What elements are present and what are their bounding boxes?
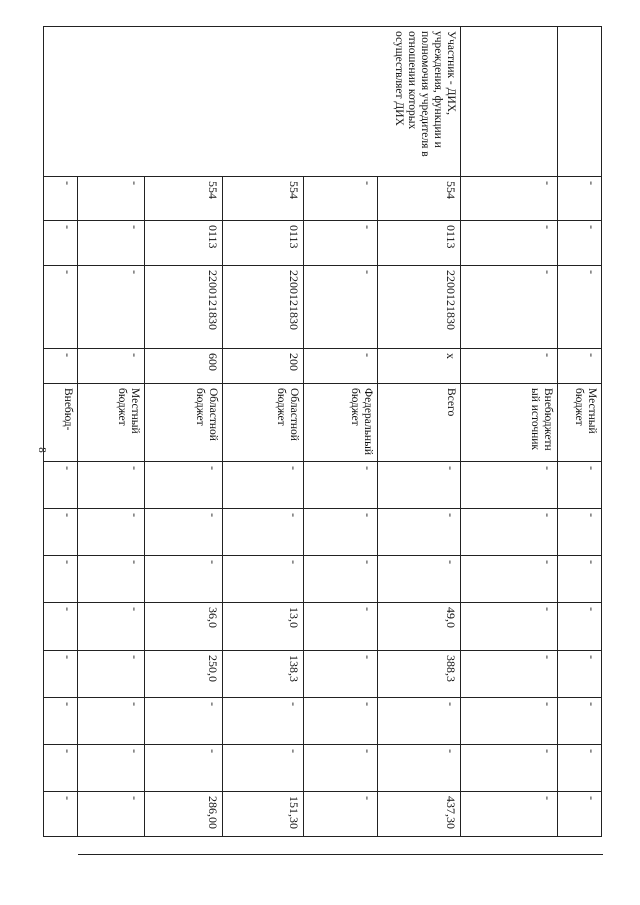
value-cell: - bbox=[44, 603, 78, 651]
value-cell: - bbox=[145, 698, 223, 745]
source-cell: Местный бюджет bbox=[78, 384, 145, 462]
value-cell: - bbox=[304, 651, 378, 698]
value-cell: - bbox=[145, 556, 223, 603]
value-cell: - bbox=[461, 556, 558, 603]
value-cell: - bbox=[78, 792, 145, 837]
value-cell: - bbox=[558, 509, 602, 556]
code-cell: - bbox=[558, 221, 602, 266]
value-cell: - bbox=[78, 509, 145, 556]
code-cell: - bbox=[304, 349, 378, 384]
value-cell: 437,30 bbox=[378, 792, 461, 837]
code-cell: 0113 bbox=[223, 221, 304, 266]
value-cell: 138,3 bbox=[223, 651, 304, 698]
code-cell: - bbox=[78, 177, 145, 221]
source-cell: Областной бюджет bbox=[223, 384, 304, 462]
value-cell: - bbox=[378, 745, 461, 792]
participant-blank-cell bbox=[461, 27, 558, 177]
code-cell: - bbox=[304, 266, 378, 349]
value-cell: 388,3 bbox=[378, 651, 461, 698]
budget-table bbox=[43, 26, 602, 837]
value-cell: - bbox=[44, 462, 78, 509]
code-cell: - bbox=[461, 177, 558, 221]
code-cell: - bbox=[44, 266, 78, 349]
source-cell: Федеральный бюджет bbox=[304, 384, 378, 462]
value-cell: - bbox=[461, 698, 558, 745]
source-cell: Местный бюджет bbox=[558, 384, 602, 462]
participant-cell: Участник - ДИХ, учреждения, функции и полномочия учредителя в отношении которых осуществляет ДИХ bbox=[44, 27, 461, 177]
code-cell: 2200121830 bbox=[223, 266, 304, 349]
value-cell: - bbox=[461, 603, 558, 651]
code-cell: - bbox=[78, 349, 145, 384]
value-cell: - bbox=[223, 556, 304, 603]
value-cell: - bbox=[78, 556, 145, 603]
value-cell: - bbox=[558, 462, 602, 509]
code-cell: 200 bbox=[223, 349, 304, 384]
value-cell: - bbox=[558, 792, 602, 837]
value-cell: - bbox=[461, 651, 558, 698]
code-cell: - bbox=[304, 221, 378, 266]
code-cell: - bbox=[44, 349, 78, 384]
value-cell: - bbox=[223, 509, 304, 556]
code-cell: 554 bbox=[145, 177, 223, 221]
value-cell: - bbox=[78, 745, 145, 792]
budget-table-wrapper bbox=[61, 26, 602, 836]
code-cell: 554 bbox=[223, 177, 304, 221]
value-cell: - bbox=[44, 698, 78, 745]
value-cell: - bbox=[558, 556, 602, 603]
value-cell: - bbox=[304, 462, 378, 509]
table-row bbox=[558, 27, 602, 837]
code-cell: - bbox=[44, 177, 78, 221]
value-cell: - bbox=[44, 651, 78, 698]
source-cell: Внебюджетный источник bbox=[461, 384, 558, 462]
value-cell: - bbox=[304, 556, 378, 603]
code-cell: 554 bbox=[378, 177, 461, 221]
code-cell: 0113 bbox=[378, 221, 461, 266]
value-cell: - bbox=[461, 462, 558, 509]
code-cell: - bbox=[558, 177, 602, 221]
value-cell: - bbox=[145, 462, 223, 509]
code-cell: - bbox=[461, 349, 558, 384]
bottom-border-line bbox=[78, 854, 603, 855]
value-cell: 151,30 bbox=[223, 792, 304, 837]
value-cell: - bbox=[44, 745, 78, 792]
code-cell: - bbox=[558, 266, 602, 349]
value-cell: 36,0 bbox=[145, 603, 223, 651]
code-cell: - bbox=[44, 221, 78, 266]
value-cell: 13,0 bbox=[223, 603, 304, 651]
value-cell: - bbox=[145, 509, 223, 556]
value-cell: - bbox=[558, 745, 602, 792]
value-cell: - bbox=[223, 745, 304, 792]
participant-blank-cell bbox=[558, 27, 602, 177]
value-cell: - bbox=[78, 651, 145, 698]
code-cell: - bbox=[78, 221, 145, 266]
code-cell: 600 bbox=[145, 349, 223, 384]
code-cell: - bbox=[304, 177, 378, 221]
value-cell: - bbox=[78, 698, 145, 745]
value-cell: 286,00 bbox=[145, 792, 223, 837]
value-cell: - bbox=[44, 792, 78, 837]
value-cell: - bbox=[378, 509, 461, 556]
value-cell: - bbox=[461, 792, 558, 837]
value-cell: - bbox=[558, 603, 602, 651]
table-row bbox=[461, 27, 558, 837]
value-cell: - bbox=[145, 745, 223, 792]
value-cell: - bbox=[78, 603, 145, 651]
value-cell: - bbox=[304, 745, 378, 792]
code-cell: 0113 bbox=[145, 221, 223, 266]
value-cell: - bbox=[304, 603, 378, 651]
value-cell: - bbox=[378, 556, 461, 603]
value-cell: 250,0 bbox=[145, 651, 223, 698]
value-cell: - bbox=[378, 698, 461, 745]
value-cell: - bbox=[461, 745, 558, 792]
source-cell: Областной бюджет bbox=[145, 384, 223, 462]
code-cell: - bbox=[461, 221, 558, 266]
value-cell: - bbox=[223, 462, 304, 509]
page-number: 8 bbox=[36, 447, 48, 453]
code-cell: - bbox=[78, 266, 145, 349]
value-cell: - bbox=[78, 462, 145, 509]
table-row bbox=[378, 27, 461, 837]
value-cell: - bbox=[223, 698, 304, 745]
code-cell: - bbox=[558, 349, 602, 384]
code-cell: х bbox=[378, 349, 461, 384]
value-cell: - bbox=[44, 556, 78, 603]
value-cell: - bbox=[304, 509, 378, 556]
value-cell: - bbox=[558, 651, 602, 698]
value-cell: - bbox=[304, 792, 378, 837]
code-cell: 2200121830 bbox=[145, 266, 223, 349]
value-cell: - bbox=[378, 462, 461, 509]
source-cell: Внебюд- bbox=[44, 384, 78, 462]
value-cell: - bbox=[461, 509, 558, 556]
value-cell: 49,0 bbox=[378, 603, 461, 651]
value-cell: - bbox=[304, 698, 378, 745]
code-cell: - bbox=[461, 266, 558, 349]
value-cell: - bbox=[44, 509, 78, 556]
value-cell: - bbox=[558, 698, 602, 745]
source-cell: Всего bbox=[378, 384, 461, 462]
code-cell: 2200121830 bbox=[378, 266, 461, 349]
